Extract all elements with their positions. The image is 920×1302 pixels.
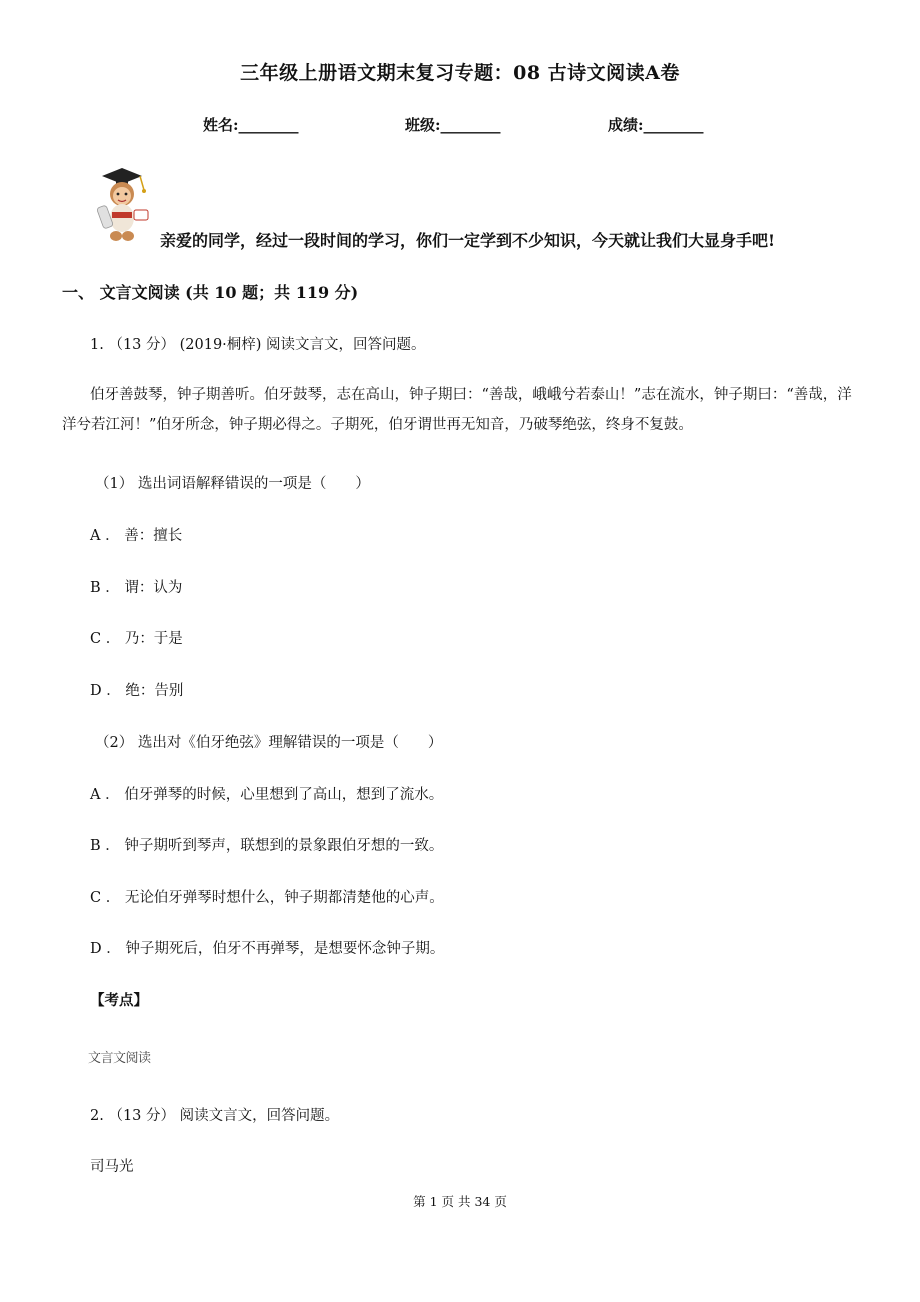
question-2-stem: 2. （13 分） 阅读文言文，回答问题。 (90, 1108, 340, 1124)
option-2a: A ． 伯牙弹琴的时候，心里想到了高山，想到了流水。 (90, 787, 444, 803)
question-1-sub-2-stem: （2） 选出对《伯牙绝弦》理解错误的一项是（ ） (95, 735, 443, 751)
kaodian-label: 【考点】 (90, 992, 148, 1009)
greeting-text: 亲爱的同学，经过一段时间的学习，你们一定学到不少知识，今天就让我们大显身手吧! (160, 231, 776, 250)
question-1-sub-1-stem: （1） 选出词语解释错误的一项是（ ） (95, 476, 370, 492)
question-2-line: 司马光 (90, 1159, 134, 1175)
option-1d: D ． 绝：告别 (90, 683, 184, 699)
kaodian-value: 文言文阅读 (88, 1051, 151, 1066)
name-field: 姓名:________ (203, 116, 299, 134)
option-2b: B ． 钟子期听到琴声，联想到的景象跟伯牙想的一致。 (90, 838, 444, 854)
student-mascot-icon (86, 166, 156, 246)
option-2c: C ． 无论伯牙弹琴时想什么，钟子期都清楚他的心声。 (90, 890, 444, 906)
question-1-passage: 伯牙善鼓琴，钟子期善听。伯牙鼓琴，志在高山，钟子期曰：“善哉，峨峨兮若泰山！”志在流水，钟子期曰：“善哉，洋洋兮若江河！”伯牙所念，钟子期必得之。子期死，伯牙谓世再无知音，乃破琴绝弦，终身不复鼓。 (62, 387, 852, 433)
option-1c: C ． 乃：于是 (90, 631, 183, 647)
score-field: 成绩:________ (608, 116, 704, 134)
section-heading: 一、 文言文阅读 (共 10 题；共 119 分) (62, 283, 359, 302)
page-title: 三年级上册语文期末复习专题：08 古诗文阅读A卷 (240, 62, 680, 84)
question-1-stem: 1. （13 分） (2019·桐梓) 阅读文言文，回答问题。 (90, 337, 426, 353)
option-1a: A ． 善：擅长 (90, 528, 183, 544)
class-field: 班级:________ (405, 116, 501, 134)
page-footer: 第 1 页 共 34 页 (413, 1194, 507, 1209)
option-2d: D ． 钟子期死后，伯牙不再弹琴，是想要怀念钟子期。 (90, 941, 445, 957)
option-1b: B ． 谓：认为 (90, 580, 183, 596)
